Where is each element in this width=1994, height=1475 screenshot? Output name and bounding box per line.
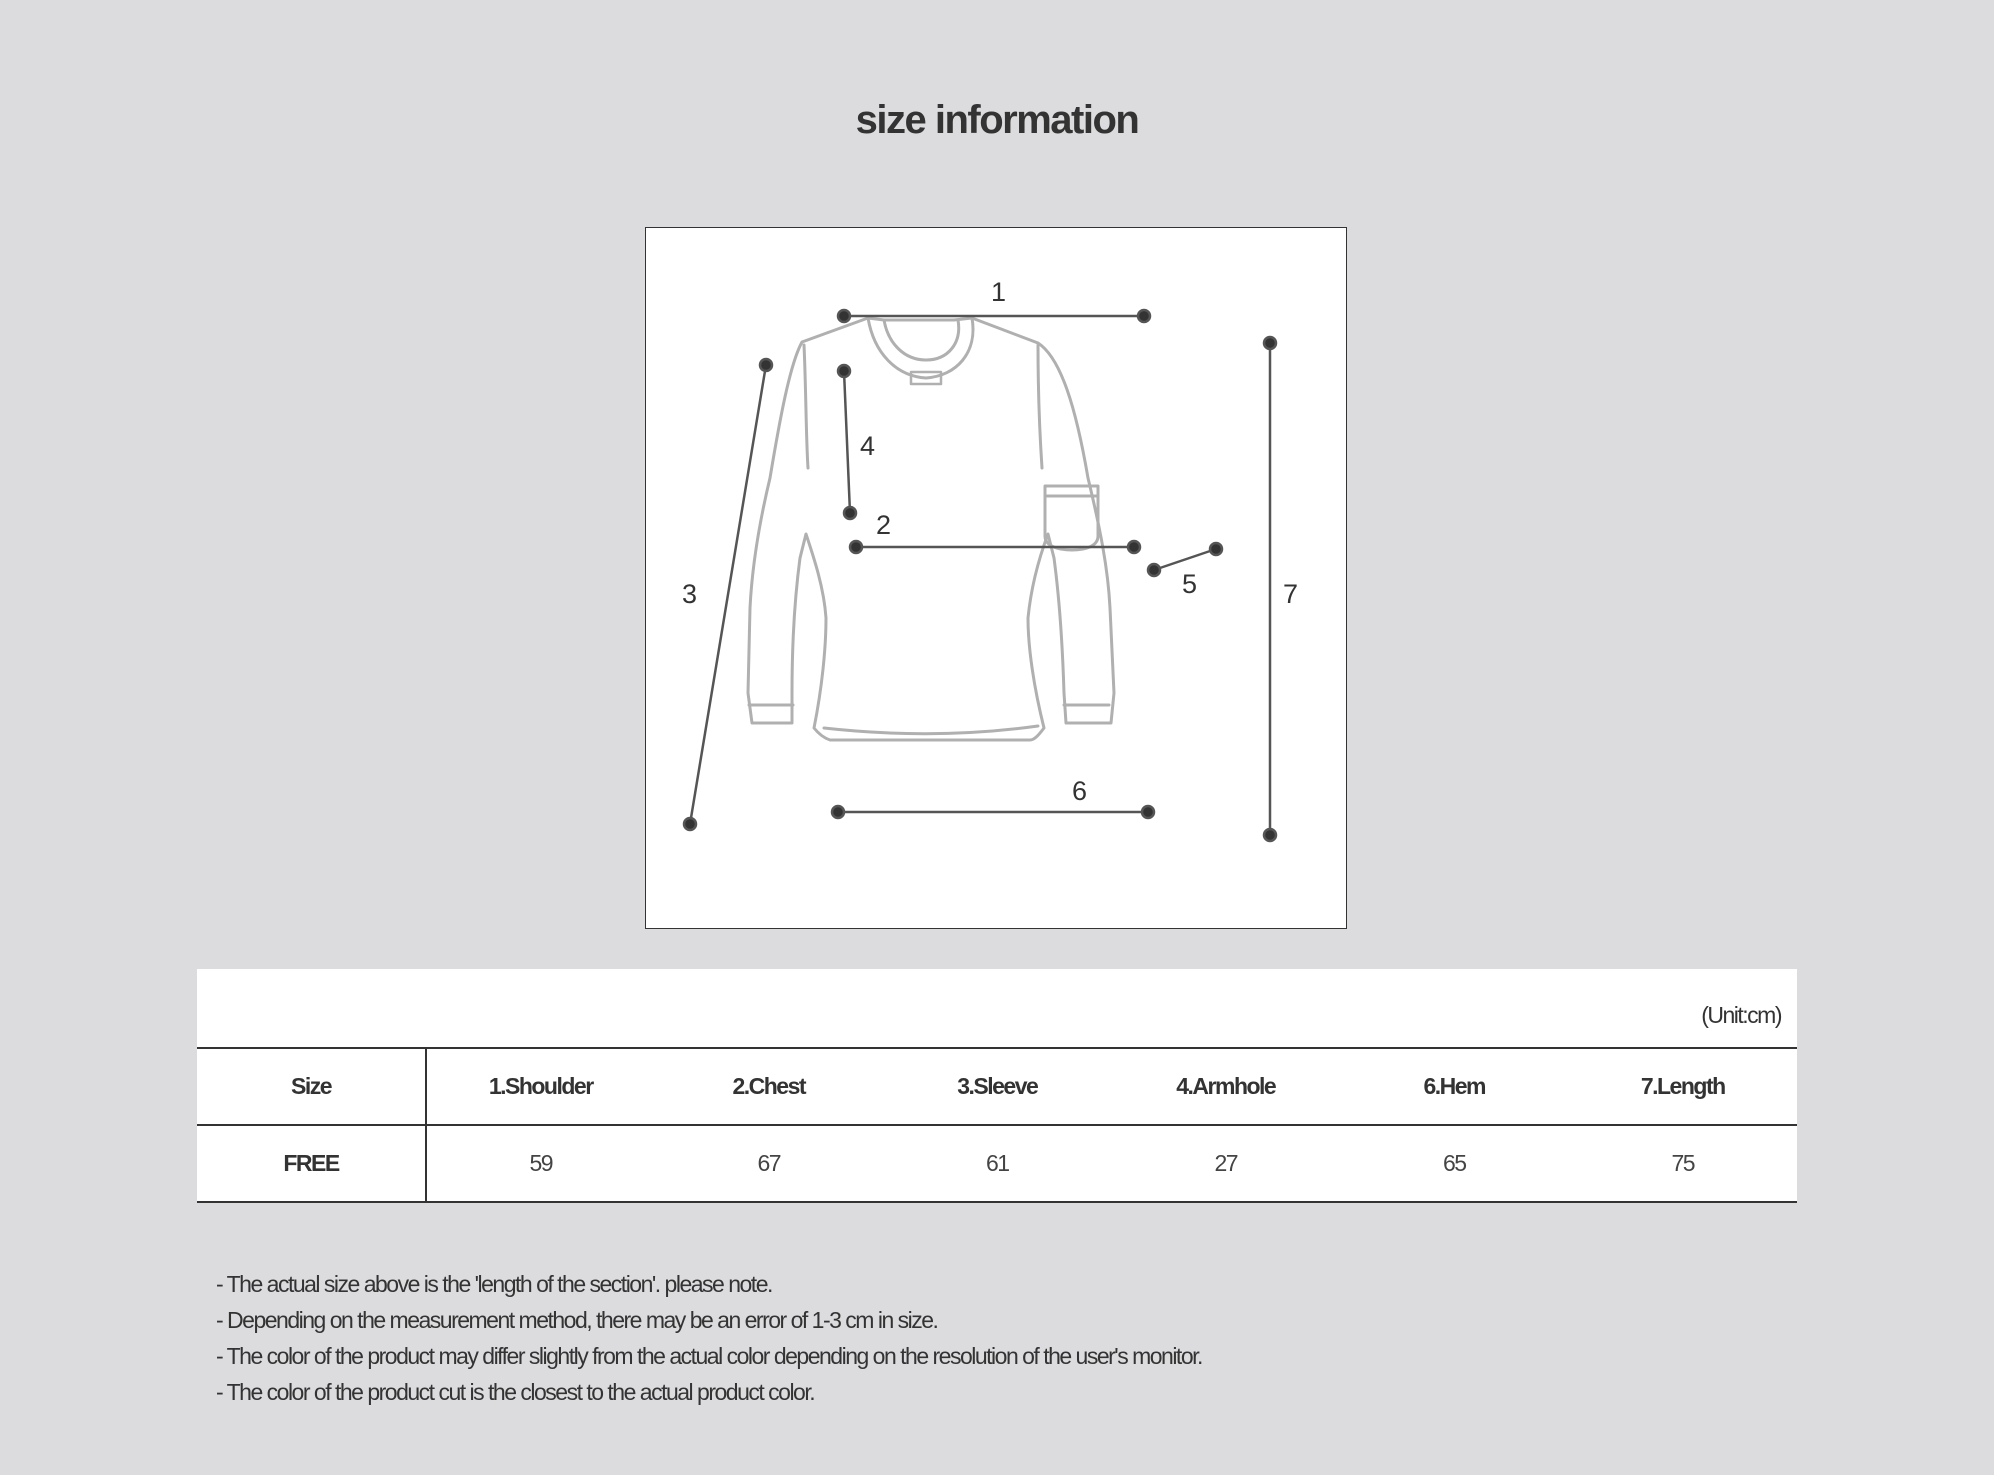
header-shoulder: 1.Shoulder — [426, 1049, 655, 1125]
header-sleeve: 3.Sleeve — [883, 1049, 1112, 1125]
table-row — [197, 1125, 1797, 1202]
header-length: 7.Length — [1569, 1049, 1798, 1125]
size-diagram — [645, 227, 1347, 929]
header-size: Size — [197, 1049, 426, 1125]
measure-label-7: 7 — [1283, 579, 1299, 609]
cell-shoulder: 59 — [426, 1125, 655, 1202]
cell-sleeve: 61 — [883, 1125, 1112, 1202]
header-chest: 2.Chest — [655, 1049, 884, 1125]
cell-length: 75 — [1569, 1125, 1798, 1202]
size-notes — [216, 1266, 1202, 1410]
table-header-row — [197, 1049, 1797, 1125]
cell-armhole: 27 — [1112, 1125, 1341, 1202]
unit-label: (Unit:cm) — [197, 969, 1797, 1049]
shirt-diagram-icon — [646, 228, 1348, 930]
measure-label-1: 1 — [991, 277, 1007, 307]
measure-label-4: 4 — [860, 431, 876, 461]
header-hem: 6.Hem — [1340, 1049, 1569, 1125]
measure-label-3: 3 — [682, 579, 698, 609]
size-table — [197, 969, 1797, 1203]
note-item: - The color of the product may differ slightly from the actual color depending on the resolution of the user's monitor. — [216, 1343, 1202, 1369]
page-title: size information — [855, 98, 1139, 142]
cell-chest: 67 — [655, 1125, 884, 1202]
measure-label-6: 6 — [1072, 776, 1088, 806]
cell-hem: 65 — [1340, 1125, 1569, 1202]
note-item: - The color of the product cut is the closest to the actual product color. — [216, 1379, 815, 1405]
measure-label-2: 2 — [876, 510, 892, 540]
note-item: - Depending on the measurement method, there may be an error of 1-3 cm in size. — [216, 1307, 938, 1333]
cell-size: FREE — [197, 1125, 426, 1202]
note-item: - The actual size above is the 'length of the section'. please note. — [216, 1271, 772, 1297]
measure-label-5: 5 — [1182, 569, 1198, 599]
header-armhole: 4.Armhole — [1112, 1049, 1341, 1125]
